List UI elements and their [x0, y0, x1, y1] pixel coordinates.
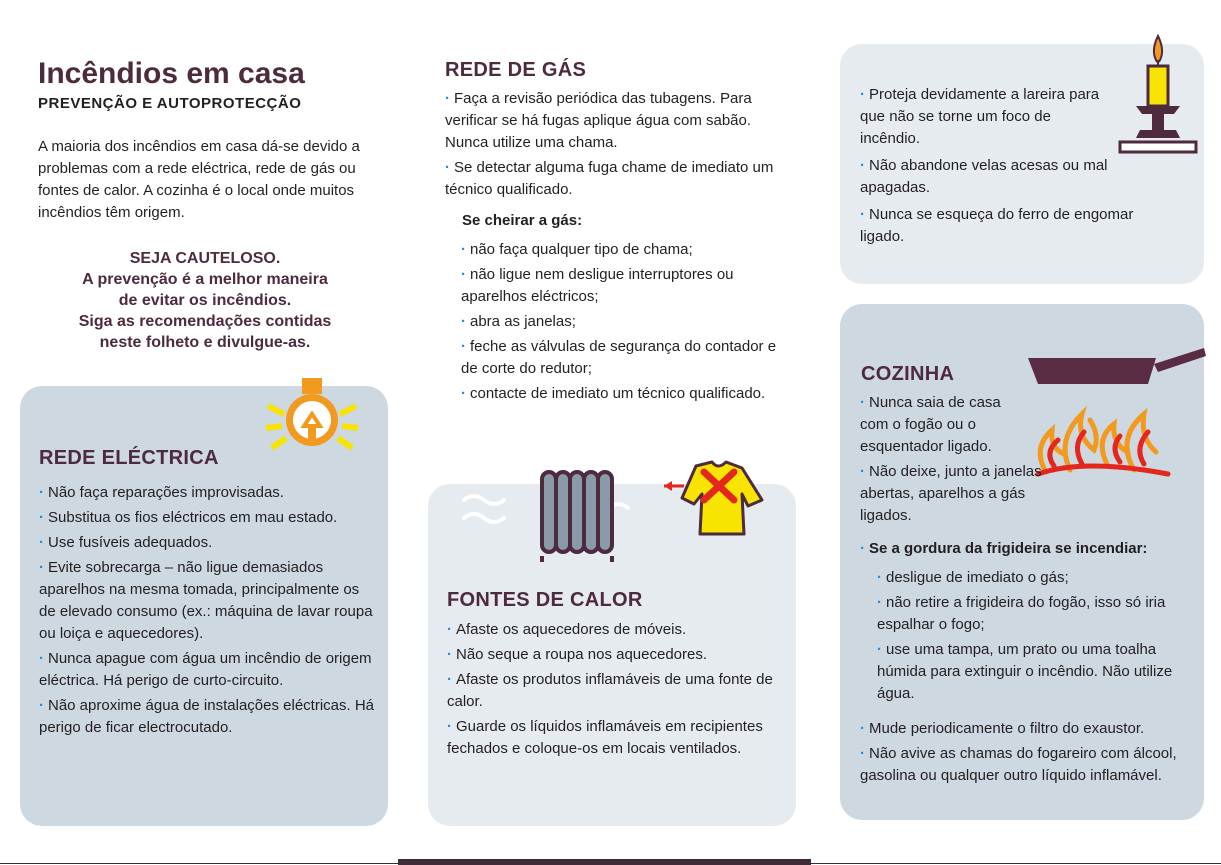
rede-electrica-list [39, 482, 375, 742]
caution-line-3: de evitar os incêndios. [118, 292, 292, 309]
cozinha-sublist [877, 567, 1187, 708]
list-item: · Nunca se esqueça do ferro de engomar ligado. [860, 206, 1134, 245]
caution-line-5: neste folheto e divulgue-as. [99, 334, 311, 351]
page-title: Incêndios em casa [38, 57, 305, 90]
caution-line-1: SEJA CAUTELOSO. [129, 250, 281, 267]
cozinha-list-top [860, 392, 1042, 530]
light-bulb-icon [262, 376, 362, 456]
list-item: · Substitua os fios eléctricos em mau estado. [39, 509, 338, 526]
list-item: · Evite sobrecarga – não ligue demasiados aparelhos na mesma tomada, principalmente os de elevado consumo (ex.: máquina de lavar roupa ou loiça e aquecedores). [39, 559, 373, 642]
list-item: · não ligue nem desligue interruptores ou aparelhos eléctricos; [461, 266, 734, 305]
candle-icon [1118, 34, 1198, 156]
caution-line-2: A prevenção é a melhor maneira [82, 271, 328, 288]
list-item: · feche as válvulas de segurança do contador e de corte do redutor; [461, 338, 777, 377]
fontes-calor-list [447, 619, 783, 763]
fontes-calor-title: FONTES DE CALOR [447, 589, 643, 611]
bottom-bar [398, 859, 811, 865]
rede-gas-subtitle: Se cheirar a gás: [462, 212, 583, 229]
list-item: · use uma tampa, um prato ou uma toalha húmida para extinguir o incêndio. Não utilize água. [877, 641, 1173, 702]
list-item: · Não abandone velas acesas ou mal apagadas. [860, 157, 1108, 196]
bullet: · [860, 540, 865, 557]
rede-gas-list [445, 88, 790, 204]
rede-gas-title: REDE DE GÁS [445, 59, 587, 81]
list-item: · desligue de imediato o gás; [877, 569, 1069, 586]
list-item: · Não deixe, junto a janelas abertas, aparelhos a gás ligados. [860, 463, 1042, 524]
caution-message [30, 248, 380, 353]
rede-electrica-title: REDE ELÉCTRICA [39, 447, 219, 469]
list-item: · Não faça reparações improvisadas. [39, 484, 284, 501]
page-subtitle: PREVENÇÃO E AUTOPROTECÇÃO [38, 95, 302, 112]
list-item: · Use fusíveis adequados. [39, 534, 213, 551]
lareira-list [860, 84, 1134, 251]
rede-gas-sublist [461, 239, 793, 408]
list-item: · Não aproxime água de instalações eléctricas. Há perigo de ficar electrocutado. [39, 697, 375, 736]
radiator-icon [458, 462, 648, 562]
list-item: · Nunca saia de casa com o fogão ou o esquentador ligado. [860, 394, 1001, 455]
cozinha-subtitle: · Se a gordura da frigideira se incendiar: [860, 540, 1148, 557]
list-item: · Guarde os líquidos inflamáveis em recipientes fechados e coloque-os em locais ventilados. [447, 718, 763, 757]
list-item: · não retire a frigideira do fogão, isso só iria espalhar o fogo; [877, 594, 1166, 633]
cozinha-title: COZINHA [861, 363, 955, 385]
list-item: · Não seque a roupa nos aquecedores. [447, 646, 708, 663]
list-item: · Se detectar alguma fuga chame de imediato um técnico qualificado. [445, 159, 774, 198]
list-item: · abra as janelas; [461, 313, 576, 330]
list-item: · Mude periodicamente o filtro do exaustor. [860, 720, 1145, 737]
list-item: · Não avive as chamas do fogareiro com álcool, gasolina ou qualquer outro líquido inflamável. [860, 745, 1177, 784]
list-item: · Proteja devidamente a lareira para que não se torne um foco de incêndio. [860, 86, 1100, 147]
list-item: · não faça qualquer tipo de chama; [461, 241, 693, 258]
clothing-cross-icon [660, 460, 770, 540]
caution-line-4: Siga as recomendações contidas [78, 313, 332, 330]
list-item: · Nunca apague com água um incêndio de origem eléctrica. Há perigo de curto-circuito. [39, 650, 372, 689]
list-item: · Afaste os produtos inflamáveis de uma fonte de calor. [447, 671, 773, 710]
list-item: · contacte de imediato um técnico qualificado. [461, 385, 766, 402]
intro-text: A maioria dos incêndios em casa dá-se devido a problemas com a rede eléctrica, rede de gás ou fontes de calor. A cozinha é o local onde muitos incêndios têm origem. [38, 138, 360, 221]
frying-pan-fire-icon [1024, 344, 1210, 480]
list-item: · Faça a revisão periódica das tubagens. Para verificar se há fugas aplique água com sabão. Nunca utilize uma chama. [445, 90, 752, 151]
cozinha-list-bottom [860, 718, 1190, 790]
list-item: · Afaste os aquecedores de móveis. [447, 621, 687, 638]
